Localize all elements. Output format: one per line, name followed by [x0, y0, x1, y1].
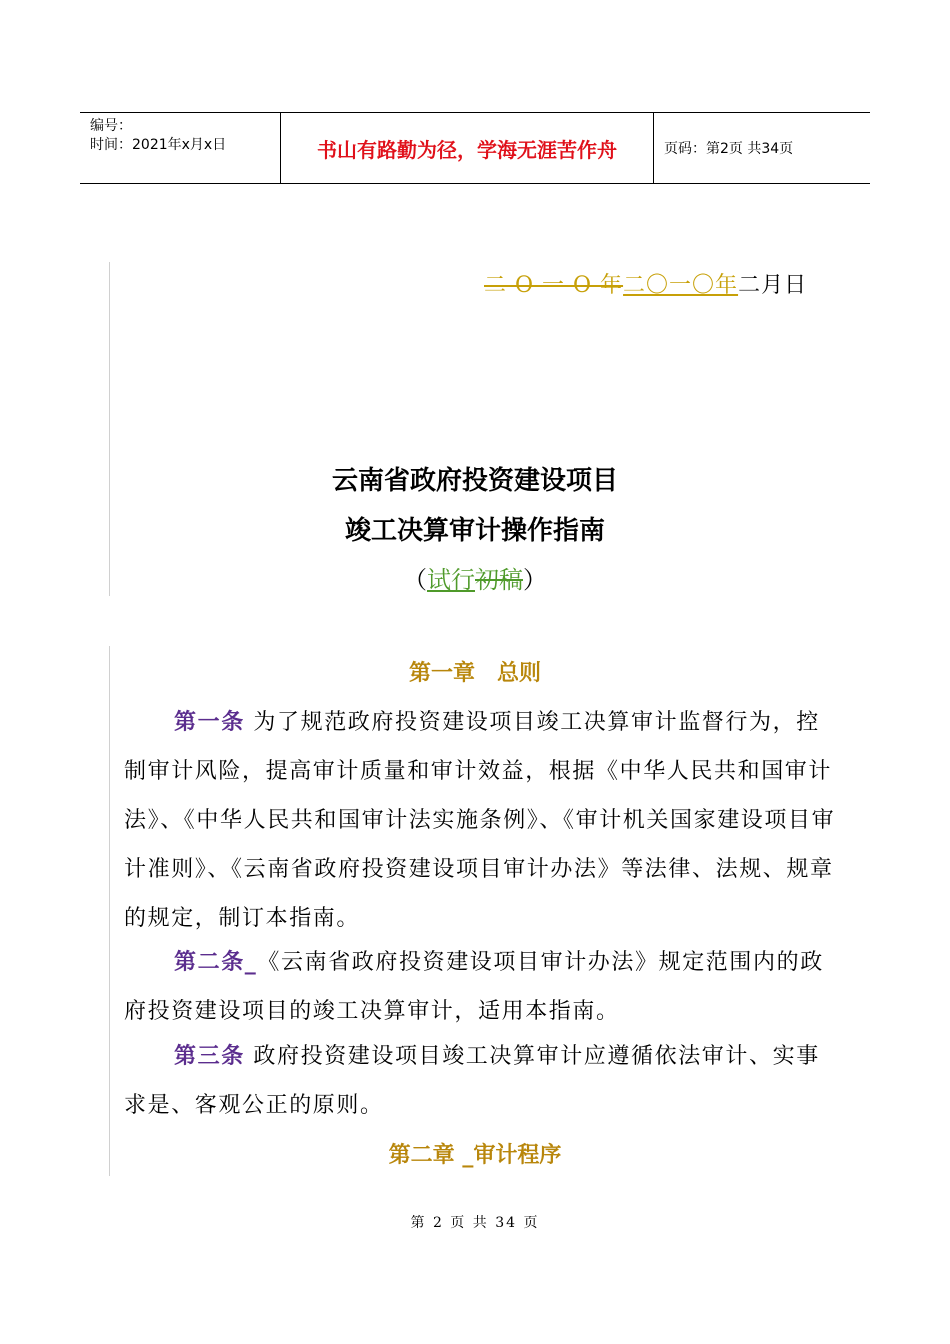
article-paragraph	[124, 938, 836, 1036]
document-number-label: 编号：	[90, 118, 132, 134]
date-inserted-text: 二〇一〇年	[623, 273, 739, 298]
date-deleted-text: 二 O 一 O 年	[484, 273, 624, 298]
document-time-label: 时间：2021年x月x日	[90, 137, 227, 153]
page-footer: 第 2 页 共 34 页	[410, 1215, 540, 1231]
article-paragraph	[124, 1032, 836, 1130]
header-motto: 书山有路勤为径，学海无涯苦作舟	[281, 113, 654, 183]
header-table	[80, 112, 870, 184]
article-label: 第二条_	[174, 950, 258, 975]
paren-open: （	[403, 566, 427, 594]
article-label: 第一条	[174, 710, 245, 735]
document-title-line2: 竣工决算审计操作指南	[344, 516, 605, 546]
article-text: 政府投资建设项目竣工决算审计应遵循依法审计、实事求是、客观公正的原则。	[124, 1044, 820, 1118]
article-label: 第三条	[174, 1044, 245, 1069]
article-text: 《云南省政府投资建设项目审计办法》规定范围内的政府投资建设项目的竣工决算审计，适用本指南。	[124, 950, 824, 1024]
chapter-heading-2: 第二章 _审计程序	[388, 1143, 562, 1168]
paren-close: ）	[523, 566, 547, 594]
document-title-status	[0, 560, 950, 595]
header-page-info: 页码：第2页 共34页	[664, 141, 794, 157]
document-title-line1: 云南省政府投资建设项目	[331, 466, 618, 496]
status-inserted-text: 试行	[427, 566, 475, 594]
article-text: 为了规范政府投资建设项目竣工决算审计监督行为，控制审计风险，提高审计质量和审计效益，根据《中华人民共和国审计法》、《中华人民共和国审计法实施条例》、《审计机关国家建设项目审计准则》、《云南省政府投资建设项目审计办法》等法律、法规、规章的规定，制订本指南。	[124, 710, 836, 931]
date-rest-text: 二月日	[738, 273, 808, 298]
header-meta	[80, 113, 281, 183]
article-paragraph	[124, 698, 836, 943]
margin-rule	[109, 646, 110, 1176]
chapter-heading-1: 第一章 总则	[408, 661, 541, 686]
date-line	[484, 268, 807, 299]
status-deleted-text: 初稿	[475, 566, 523, 594]
